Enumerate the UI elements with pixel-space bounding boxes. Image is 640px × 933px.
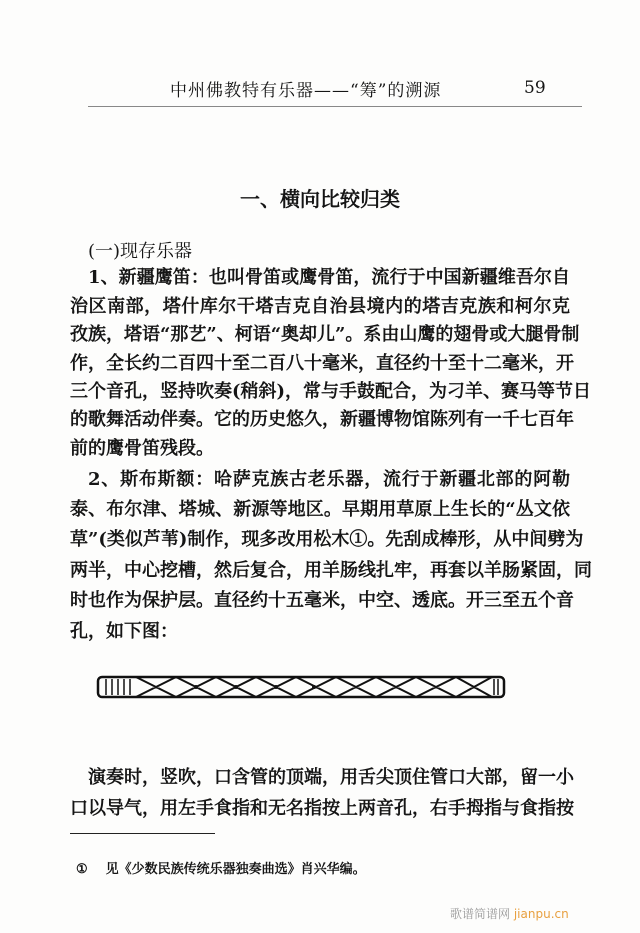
subsection-heading: (一)现存乐器: [88, 241, 193, 262]
section-title: 一、横向比较归类: [240, 187, 400, 211]
footnote: [76, 858, 384, 877]
para2-line: 孔，如下图：: [70, 621, 178, 642]
para2-line: 草”(类似芦苇)制作，现多改用松木①。先刮成棒形，从中间劈为: [70, 529, 584, 550]
para1-line: 治区南部，塔什库尔干塔吉克自治县境内的塔吉克族和柯尔克: [70, 296, 570, 317]
header-rule: [88, 106, 582, 107]
para1-line: 孜族，塔语“那艺”、柯语“奥却儿”。系由山鹰的翅骨或大腿骨制: [70, 324, 580, 345]
footnote-text: 见《少数民族传统乐器独奏曲选》肖兴华编。: [105, 862, 366, 877]
watermark: [450, 905, 569, 922]
para1-line: 三个音孔，竖持吹奏(稍斜)，常与手鼓配合，为刁羊、赛马等节日: [70, 381, 592, 402]
watermark-cn: 歌谱简谱网: [450, 907, 511, 921]
para1-line: 前的鹰骨笛残段。: [70, 438, 214, 459]
para2-line: 2、斯布斯额：哈萨克族古老乐器，流行于新疆北部的阿勒: [88, 469, 570, 490]
footnote-rule: [70, 833, 215, 834]
watermark-en: jianpu.cn: [513, 907, 569, 921]
para3-line: 演奏时，竖吹，口含管的顶端，用舌尖顶住管口大部，留一小: [88, 767, 574, 788]
para2-line: 时也作为保护层。直径约十五毫米，中空、透底。开三至五个音: [70, 590, 574, 611]
para1-line: 的歌舞活动伴奏。它的历史悠久，新疆博物馆陈列有一千七百年: [70, 409, 574, 430]
para3-line: 口以导气，用左手食指和无名指按上两音孔，右手拇指与食指按: [70, 798, 574, 819]
para2-line: 两半，中心挖槽，然后复合，用羊肠线扎牢，再套以羊肠紧固，同: [70, 560, 592, 581]
page-number: 59: [524, 78, 546, 98]
para1-line: 作，全长约二百四十至二百八十毫米，直径约十至十二毫米，开: [70, 353, 574, 374]
para2-line: 泰、布尔津、塔城、新源等地区。早期用草原上生长的“丛文依: [70, 499, 570, 520]
para1-line: 1、新疆鹰笛：也叫骨笛或鹰骨笛，流行于中国新疆维吾尔自: [88, 267, 570, 288]
flute-illustration: [96, 672, 508, 702]
running-header: 中州佛教特有乐器——“筹”的溯源: [170, 81, 442, 101]
footnote-mark: ①: [76, 862, 88, 877]
